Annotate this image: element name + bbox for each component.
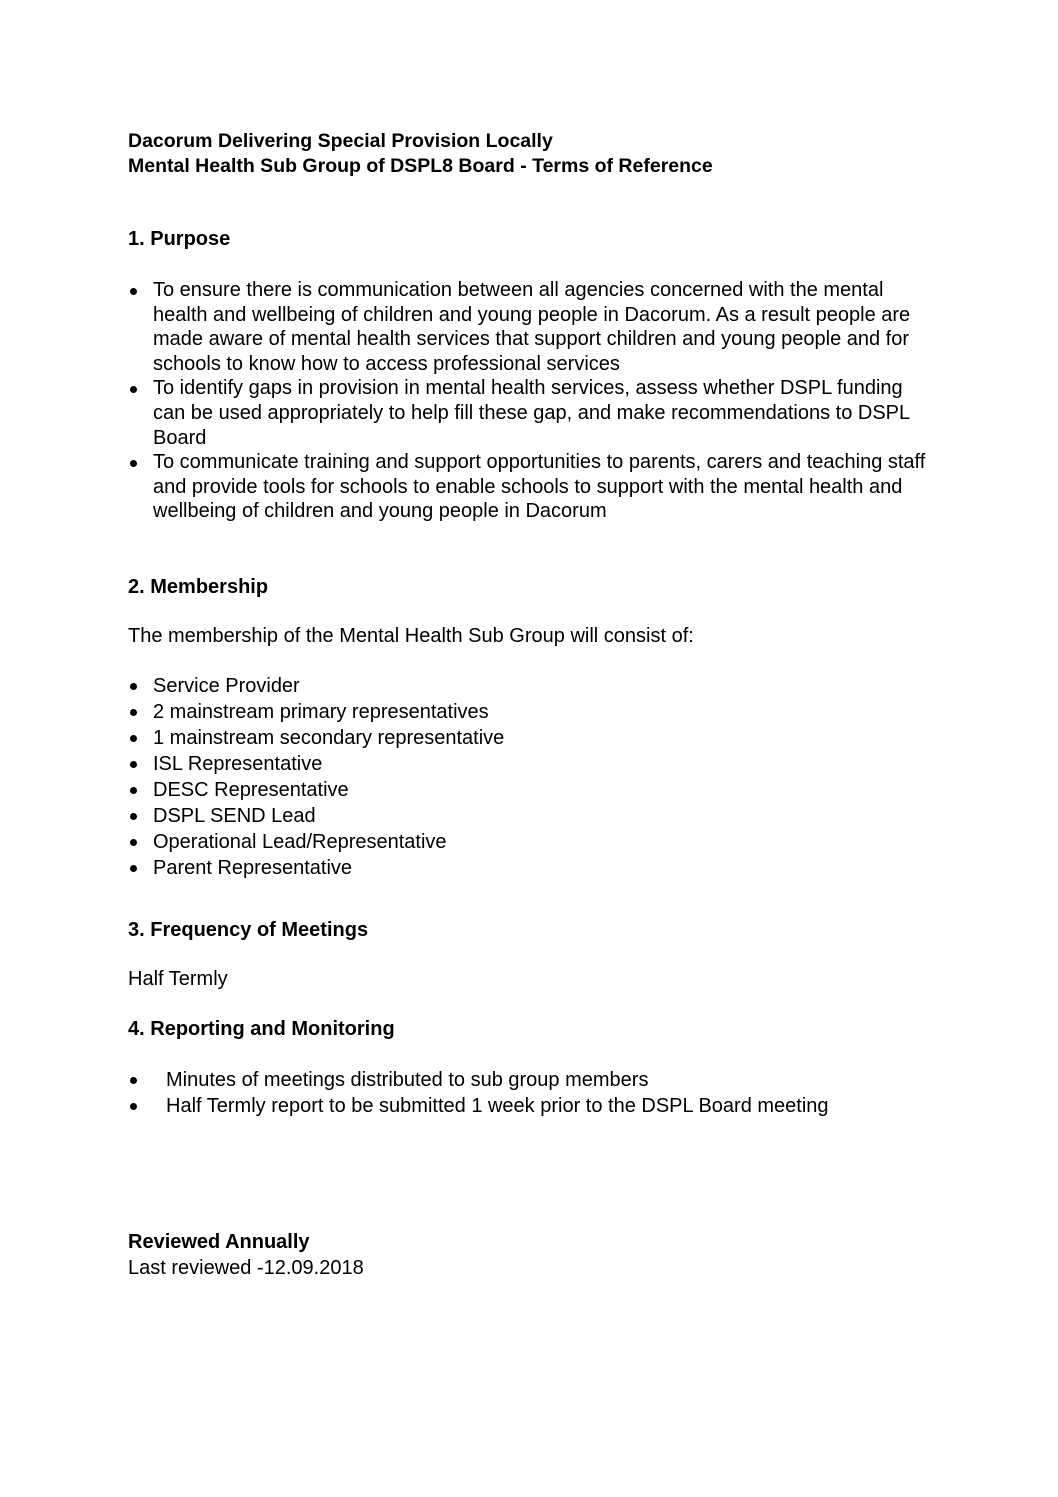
bullet-icon (130, 683, 137, 690)
bullet-icon (130, 460, 137, 467)
list-item: ISL Representative (128, 751, 928, 777)
bullet-icon (130, 386, 137, 393)
purpose-number: 1. (128, 228, 145, 250)
purpose-title: Purpose (150, 228, 231, 250)
membership-intro: The membership of the Mental Health Sub Group will consist of: (128, 625, 694, 647)
frequency-text: Half Termly (128, 968, 228, 990)
bullet-icon (130, 1077, 137, 1084)
membership-number: 2. (128, 576, 145, 598)
bullet-icon (130, 865, 137, 872)
list-item: 2 mainstream primary representatives (128, 699, 928, 725)
title-line-1: Dacorum Delivering Special Provision Locally (128, 130, 553, 152)
list-item: Parent Representative (128, 855, 928, 881)
list-item: Operational Lead/Representative (128, 829, 928, 855)
reporting-heading (128, 1017, 395, 1042)
membership-list (128, 673, 928, 881)
frequency-title: Frequency of Meetings (150, 919, 369, 941)
purpose-heading (128, 227, 230, 252)
membership-title: Membership (150, 576, 269, 598)
reporting-list (128, 1067, 928, 1119)
review-frequency: Reviewed Annually (128, 1231, 310, 1253)
bullet-icon (130, 288, 137, 295)
bullet-icon (130, 709, 137, 716)
list-item: DESC Representative (128, 777, 928, 803)
document-title (128, 129, 988, 179)
bullet-icon (130, 813, 137, 820)
bullet-icon (130, 1103, 137, 1110)
list-item: Half Termly report to be submitted 1 week prior to the DSPL Board meeting (128, 1093, 928, 1119)
list-item: Minutes of meetings distributed to sub group members (128, 1067, 928, 1093)
title-line-2: Mental Health Sub Group of DSPL8 Board - Terms of Reference (128, 155, 713, 177)
list-item: Service Provider (128, 673, 928, 699)
reporting-number: 4. (128, 1018, 145, 1040)
list-item: DSPL SEND Lead (128, 803, 928, 829)
reporting-title: Reporting and Monitoring (150, 1018, 395, 1040)
membership-heading (128, 575, 268, 600)
list-item: To communicate training and support opportunities to parents, carers and teaching staff and provide tools for schools to enable schools to support with the mental health and wellbeing of children and young people in Dacorum (128, 450, 928, 524)
bullet-icon (130, 735, 137, 742)
bullet-icon (130, 787, 137, 794)
frequency-heading (128, 918, 368, 943)
list-item: To ensure there is communication between all agencies concerned with the mental health and wellbeing of children and young people in Dacorum. As a result people are made aware of mental health services that support children and young people and for schools to know how to access professional services (128, 278, 928, 376)
list-item: To identify gaps in provision in mental health services, assess whether DSPL funding can be used appropriately to help fill these gap, and make recommendations to DSPL Board (128, 376, 928, 450)
frequency-number: 3. (128, 919, 145, 941)
bullet-icon (130, 839, 137, 846)
list-item: 1 mainstream secondary representative (128, 725, 928, 751)
purpose-list (128, 278, 928, 524)
last-reviewed-date: Last reviewed -12.09.2018 (128, 1257, 364, 1279)
bullet-icon (130, 761, 137, 768)
